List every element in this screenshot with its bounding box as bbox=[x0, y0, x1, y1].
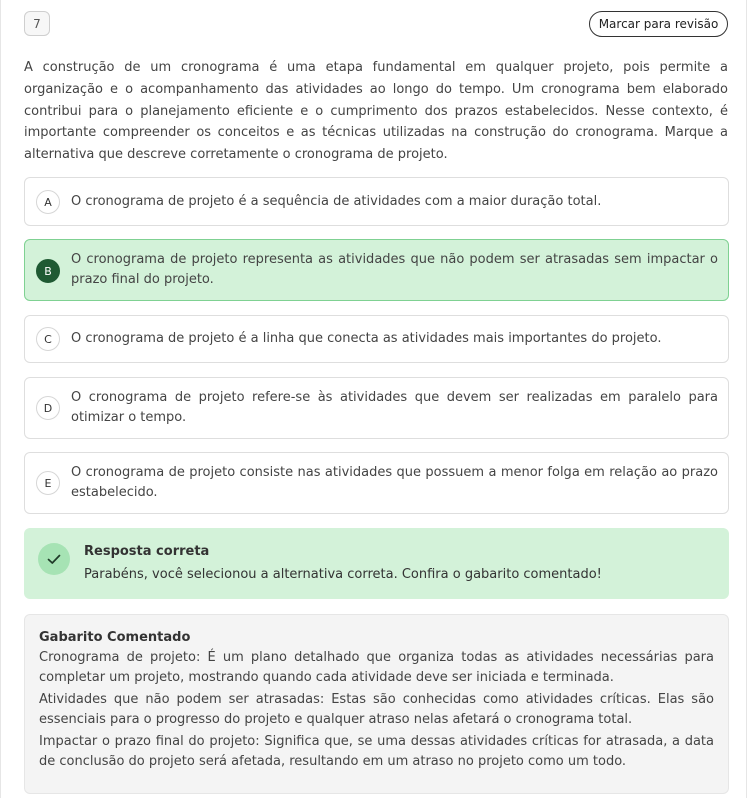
question-number-badge: 7 bbox=[24, 11, 50, 36]
option-a[interactable] bbox=[24, 177, 729, 226]
option-text-d: O cronograma de projeto refere-se às atividades que devem ser realizadas em paralelo para otimizar o tempo. bbox=[71, 390, 718, 425]
answer-commentary bbox=[24, 614, 729, 794]
feedback-message: Parabéns, você selecionou a alternativa correta. Confira o gabarito comentado! bbox=[84, 567, 602, 582]
option-text-e: O cronograma de projeto consiste nas atividades que possuem a menor folga em relação ao prazo estabelecido. bbox=[71, 465, 718, 500]
question-stem: A construção de um cronograma é uma etapa fundamental em qualquer projeto, pois permite a organização e o acompanhamento das atividades ao longo do tempo. Um cronograma bem elaborado contribui para o planejamento eficiente e o cumprimento dos prazos estabelecidos. Nesse contexto, é importante compreender os conceitos e as técnicas utilizadas na construção do cronograma. Marque a alternativa que descreve corretamente o cronograma de projeto. bbox=[24, 60, 728, 163]
option-e[interactable] bbox=[24, 452, 729, 514]
feedback-title: Resposta correta bbox=[84, 544, 210, 559]
option-letter-e: E bbox=[36, 471, 60, 495]
option-text-c: O cronograma de projeto é a linha que conecta as atividades mais importantes do projeto. bbox=[71, 331, 662, 346]
correct-answer-feedback bbox=[24, 528, 729, 599]
option-d[interactable] bbox=[24, 377, 729, 439]
option-text-b: O cronograma de projeto representa as atividades que não podem ser atrasadas sem impactar o prazo final do projeto. bbox=[71, 252, 718, 287]
mark-for-review-button[interactable]: Marcar para revisão bbox=[589, 11, 728, 37]
option-letter-d: D bbox=[36, 396, 60, 420]
commentary-title: Gabarito Comentado bbox=[39, 630, 191, 645]
check-icon bbox=[38, 543, 70, 575]
option-letter-c: C bbox=[36, 327, 60, 351]
commentary-paragraph: Impactar o prazo final do projeto: Significa que, se uma dessas atividades críticas for atrasada, a data de conclusão do projeto será afetada, resultando em um atraso no projeto como um todo. bbox=[39, 734, 714, 769]
commentary-paragraph: Cronograma de projeto: É um plano detalhado que organiza todas as atividades necessárias para completar um projeto, mostrando quando cada atividade deve ser iniciada e terminada. bbox=[39, 650, 714, 685]
option-letter-b: B bbox=[36, 259, 60, 283]
option-b[interactable] bbox=[24, 239, 729, 301]
option-letter-a: A bbox=[36, 190, 60, 214]
option-c[interactable] bbox=[24, 315, 729, 363]
option-text-a: O cronograma de projeto é a sequência de atividades com a maior duração total. bbox=[71, 194, 602, 209]
commentary-paragraph: Atividades que não podem ser atrasadas: Estas são conhecidas como atividades críticas. Elas são essenciais para o progresso do projeto e qualquer atraso nelas afetará o cronograma total. bbox=[39, 692, 714, 727]
